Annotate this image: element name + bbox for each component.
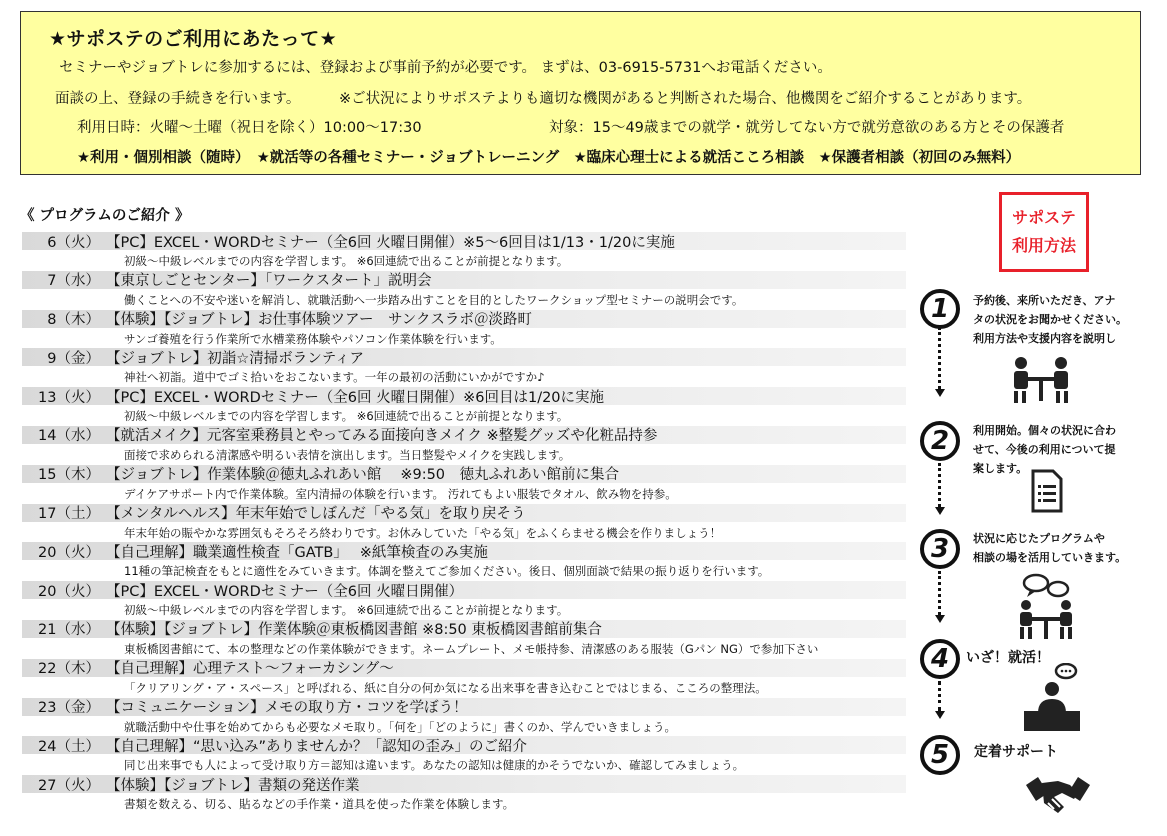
consultation-icon bbox=[1008, 355, 1074, 405]
step-connector bbox=[938, 463, 941, 507]
program-description: 年末年始の賑やかな雰囲気もそろそろ終わりです。お休みしていた「やる気」をふくらませる機会を作りましょう！ bbox=[124, 525, 722, 540]
usage-steps bbox=[918, 285, 1167, 836]
program-title: 【ジョブトレ】初詣☆清掃ボランティア bbox=[106, 350, 365, 367]
program-description: 神社へ初詣。道中でゴミ拾いをおこないます。一年の最初の活動にいかがですか♪ bbox=[124, 370, 545, 385]
step-arrow-icon bbox=[935, 711, 945, 719]
notice-title: ★サポステのご利用にあたって★ bbox=[49, 28, 338, 50]
program-description: 11種の筆記検査をもとに適性をみていきます。体調を整えてご参加ください。後日、個別面談で結果の振り返りを行います。 bbox=[124, 564, 770, 579]
program-description: 「クリアリング・ア・スペース」と呼ばれる、紙に自分の何か気になる出来事を書き込むことではじまる、こころの整理法。 bbox=[124, 680, 767, 695]
step-connector bbox=[938, 571, 941, 615]
step-text-line: 利用開始。個々の状況に合わ bbox=[973, 424, 1116, 437]
program-description: 面接で求められる清潔感や明るい表情を演出します。当日整髪やメイクを実践します。 bbox=[124, 447, 571, 462]
notice-hours-text: 利用日時：火曜～土曜（祝日を除く）10:00～17:30 bbox=[77, 120, 422, 136]
section-title: 《 プログラムのご紹介 》 bbox=[20, 208, 190, 224]
step-text bbox=[974, 743, 1058, 762]
program-day: 20（火） bbox=[38, 544, 100, 561]
howto-title-line1: サポステ bbox=[1012, 208, 1076, 227]
program-title: 【PC】EXCEL・WORDセミナー（全6回 火曜日開催）※5～6回目は1/13・1/20に実施 bbox=[106, 234, 675, 250]
program-day: 13（火） bbox=[38, 389, 100, 406]
program-title: 【PC】EXCEL・WORDセミナー（全6回 火曜日開催） bbox=[106, 583, 464, 600]
step-number: 5 bbox=[920, 735, 960, 775]
program-description: 働くことへの不安や迷いを解消し、就職活動へ一歩踏み出すことを目的としたワークショップ型セミナーの説明会です。 bbox=[124, 292, 744, 307]
step-text-line: いざ！就活！ bbox=[966, 650, 1050, 666]
program-description: 書類を数える、切る、貼るなどの手作業・道具を使った作業を体験します。 bbox=[124, 797, 515, 812]
program-day: 6（火） bbox=[47, 234, 100, 250]
program-day: 21（水） bbox=[38, 622, 100, 638]
program-item bbox=[22, 504, 906, 543]
program-item bbox=[22, 426, 906, 465]
program-item bbox=[22, 387, 906, 426]
program-description: デイケアサポート内で作業体験。室内清掃の体験を行います。 汚れてもよい服装でタオル、飲み物を持参。 bbox=[124, 486, 677, 501]
program-title: 【自己理解】心理テスト～フォーカシング～ bbox=[106, 661, 394, 677]
discussion-icon bbox=[1014, 573, 1078, 643]
step-number: 3 bbox=[920, 529, 960, 569]
program-title: 【東京しごとセンター】「ワークスタート」説明会 bbox=[106, 273, 432, 289]
step-text-line: 予約後、来所いただき、アナ bbox=[973, 294, 1116, 307]
howto-title-line2: 利用方法 bbox=[1011, 236, 1076, 255]
program-day: 27（火） bbox=[38, 777, 100, 794]
program-title: 【体験】【ジョブトレ】お仕事体験ツアー サンクスラボ＠淡路町 bbox=[106, 312, 532, 328]
program-item bbox=[22, 698, 906, 737]
step-text bbox=[973, 529, 1126, 567]
step-arrow-icon bbox=[935, 389, 945, 397]
program-list bbox=[22, 232, 906, 814]
notice-interview-text: 面談の上、登録の手続きを行います。 bbox=[55, 91, 301, 107]
program-description: 初級～中級レベルまでの内容を学習します。 ※6回連続で出ることが前提となります。 bbox=[124, 254, 569, 268]
program-title: 【体験】【ジョブトレ】書類の発送作業 bbox=[106, 777, 360, 794]
program-title: 【就活メイク】元客室乗務員とやってみる面接向きメイク ※整髪グッズや化粧品持参 bbox=[106, 428, 658, 444]
program-description: 初級～中級レベルまでの内容を学習します。 ※6回連続で出ることが前提となります。 bbox=[124, 409, 569, 424]
interview-icon bbox=[1022, 663, 1082, 733]
step-text-line: 利用方法や支援内容を説明し bbox=[973, 332, 1116, 345]
program-description: 就職活動中や仕事を始めてからも必要なメモ取り。「何を」「どのように」書くのか、学んでいきましょう。 bbox=[124, 719, 676, 734]
program-day: 9（金） bbox=[47, 350, 100, 367]
program-day: 15（木） bbox=[38, 467, 100, 483]
program-item bbox=[22, 310, 906, 349]
program-title: 【自己理解】職業適性検査「GATB」 ※紙筆検査のみ実施 bbox=[106, 544, 488, 561]
program-description: 初級～中級レベルまでの内容を学習します。 ※6回連続で出ることが前提となります。 bbox=[124, 603, 569, 618]
program-day: 23（金） bbox=[38, 700, 100, 716]
program-day: 8（木） bbox=[47, 312, 100, 328]
step-arrow-icon bbox=[935, 615, 945, 623]
program-item bbox=[22, 736, 906, 775]
notice-registration-text: セミナーやジョブトレに参加するには、登録および事前予約が必要です。 まずは、03-6915-5731へお電話ください。 bbox=[59, 60, 832, 76]
program-item bbox=[22, 271, 906, 310]
program-item bbox=[22, 581, 906, 620]
step-text-line: タの状況をお聞かせください。 bbox=[973, 313, 1127, 326]
program-item bbox=[22, 542, 906, 581]
notice-target-text: 対象：15～49歳までの就学・就労してない方で就労意欲のある方とその保護者 bbox=[549, 120, 1065, 136]
howto-box bbox=[999, 192, 1089, 272]
step-text-line: 案します。 bbox=[973, 462, 1028, 475]
program-item bbox=[22, 620, 906, 659]
program-day: 14（水） bbox=[38, 428, 100, 444]
program-title: 【コミュニケーション】メモの取り方・コツを学ぼう！ bbox=[106, 700, 468, 716]
program-day: 24（土） bbox=[38, 738, 100, 755]
step-text-line: 定着サポート bbox=[974, 744, 1058, 760]
program-title: 【体験】【ジョブトレ】作業体験＠東板橋図書館 ※8:50 東板橋図書館前集合 bbox=[106, 622, 602, 638]
step-number: 4 bbox=[920, 639, 960, 679]
program-day: 7（水） bbox=[47, 273, 100, 289]
step-text bbox=[973, 291, 1127, 348]
program-description: 東板橋図書館にて、本の整理などの作業体験ができます。ネームプレート、メモ帳持参、清潔感のある服装（Gパン NG）で参加下さい bbox=[124, 641, 819, 656]
step-arrow-icon bbox=[935, 507, 945, 515]
step-text-line: せて、今後の利用について提 bbox=[973, 443, 1116, 456]
program-item bbox=[22, 465, 906, 504]
step-text-line: 相談の場を活用していきます。 bbox=[973, 551, 1127, 564]
program-day: 20（火） bbox=[38, 583, 100, 600]
program-title: 【PC】EXCEL・WORDセミナー（全6回 火曜日開催）※6回目は1/20に実施 bbox=[106, 389, 605, 406]
document-icon bbox=[1030, 469, 1064, 513]
step-number: 2 bbox=[920, 421, 960, 461]
step-text-line: 状況に応じたプログラムや bbox=[973, 532, 1105, 545]
handshake-icon bbox=[1024, 771, 1092, 821]
notice-box bbox=[20, 11, 1141, 175]
program-title: 【ジョブトレ】作業体験＠徳丸ふれあい館 ※9:50 徳丸ふれあい館前に集合 bbox=[106, 467, 620, 483]
step-connector bbox=[938, 327, 941, 389]
program-description: 同じ出来事でも人によって受け取り方＝認知は違います。あなたの認知は健康的かそうでないか、確認してみましょう。 bbox=[124, 758, 745, 773]
notice-services-text: ★利用・個別相談（随時） ★就活等の各種セミナー・ジョブトレーニング ★臨床心理士による就活こころ相談 ★保護者相談（初回のみ無料） bbox=[77, 150, 1021, 166]
program-title: 【メンタルヘルス】年末年始でしぼんだ「やる気」を取り戻そう bbox=[106, 506, 526, 522]
program-day: 17（土） bbox=[38, 506, 100, 522]
program-title: 【自己理解】“思い込み”ありませんか？「認知の歪み」のご紹介 bbox=[106, 738, 528, 755]
notice-referral-text: ※ご状況によりサポステよりも適切な機関があると判断された場合、他機関をご紹介することがあります。 bbox=[339, 91, 1032, 107]
program-day: 22（木） bbox=[38, 661, 100, 677]
program-item bbox=[22, 348, 906, 387]
program-item bbox=[22, 232, 906, 271]
program-item bbox=[22, 775, 906, 814]
step-connector bbox=[938, 681, 941, 711]
program-description: サンゴ養殖を行う作業所で水槽業務体験やパソコン作業体験を行います。 bbox=[124, 331, 502, 346]
step-number: 1 bbox=[920, 289, 960, 329]
program-item bbox=[22, 659, 906, 698]
